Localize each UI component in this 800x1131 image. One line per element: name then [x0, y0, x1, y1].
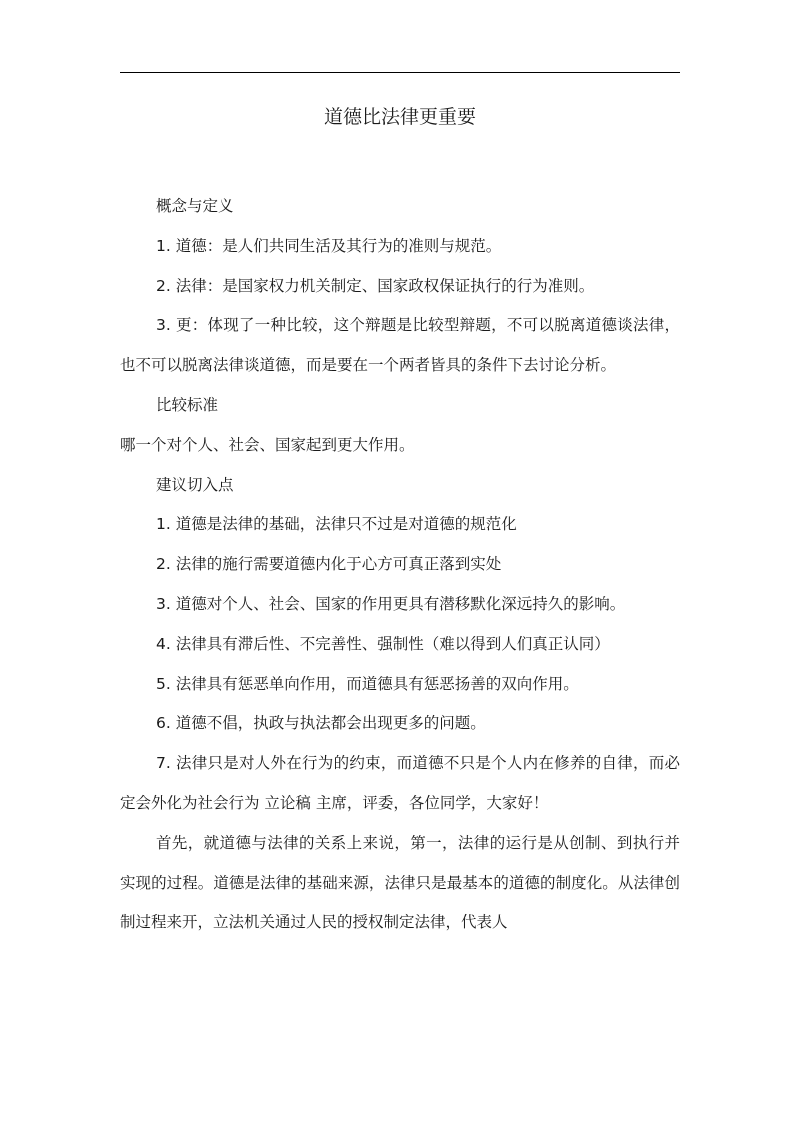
entry-point-item: 3. 道德对个人、社会、国家的作用更具有潜移默化深远持久的影响。 — [156, 594, 626, 613]
body-paragraph: 首先，就道德与法律的关系上来说，第一，法律的运行是从创制、到执行并实现的过程。道德是法律的基础来源，法律只是最基本的道德的制度化。从法律创制过程来开，立法机关通过人民的授权制定法律，代表人 — [120, 833, 680, 932]
criteria-text: 哪一个对个人、社会、国家起到更大作用。 — [120, 435, 415, 454]
definition-morality: 1. 道德：是人们共同生活及其行为的准则与规范。 — [156, 236, 502, 255]
header-rule — [120, 72, 680, 73]
document-body — [120, 187, 680, 943]
section-heading-criteria: 比较标准 — [156, 395, 219, 414]
entry-point-item: 5. 法律具有惩恶单向作用，而道德具有惩恶扬善的双向作用。 — [156, 674, 579, 693]
section-heading-entry-points: 建议切入点 — [156, 475, 234, 494]
entry-point-item: 1. 道德是法律的基础，法律只不过是对道德的规范化 — [156, 515, 517, 534]
definition-more: 3. 更：体现了一种比较，这个辩题是比较型辩题，不可以脱离道德谈法律，也不可以脱离法律谈道德，而是要在一个两者皆具的条件下去讨论分析。 — [120, 316, 680, 375]
entry-point-item: 6. 道德不倡，执政与执法都会出现更多的问题。 — [156, 714, 486, 733]
entry-point-item: 2. 法律的施行需要道德内化于心方可真正落到实处 — [156, 555, 502, 574]
definition-law: 2. 法律：是国家权力机关制定、国家政权保证执行的行为准则。 — [156, 276, 595, 295]
entry-point-item: 4. 法律具有滞后性、不完善性、强制性（难以得到人们真正认同） — [156, 634, 610, 653]
document-title: 道德比法律更重要 — [323, 106, 476, 128]
section-heading-definitions: 概念与定义 — [156, 197, 234, 215]
entry-point-item: 7. 法律只是对人外在行为的约束，而道德不只是个人内在修养的自律，而必定会外化为社会行为 立论稿 主席，评委，各位同学，大家好！ — [120, 754, 680, 812]
